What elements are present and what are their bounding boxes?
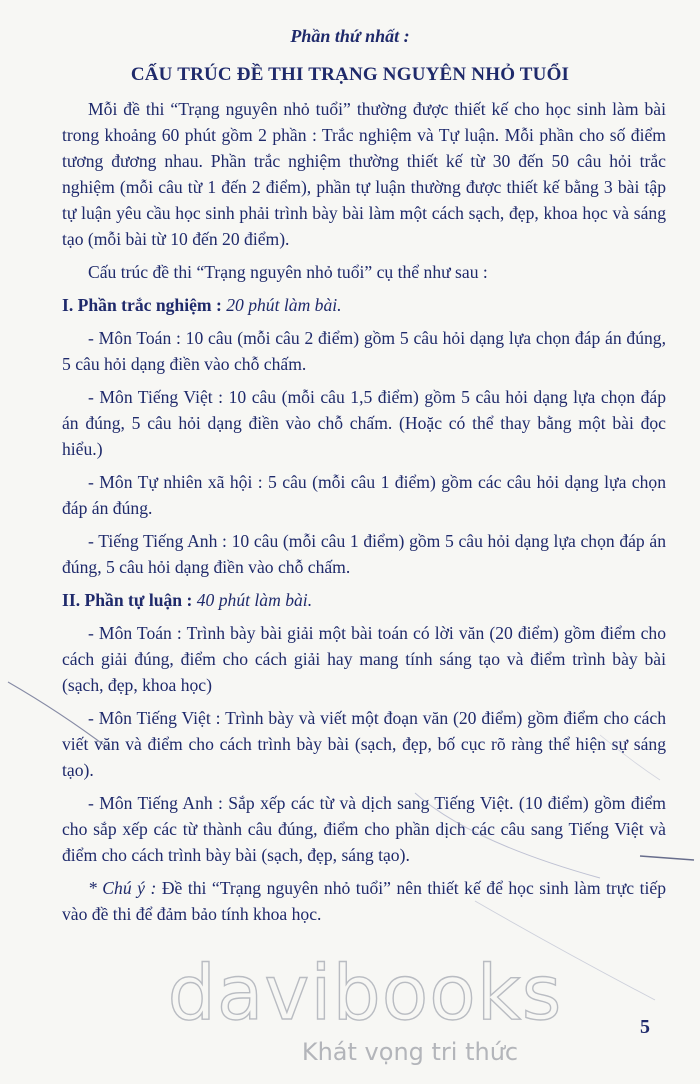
section2-item-vietnamese: - Môn Tiếng Việt : Trình bày và viết một đoạn văn (20 điểm) gồm điểm cho cách viết văn và điểm cho cách trình bày bài (sạch, đẹp, bố cục rõ ràng thể hiện sự sáng tạo). (62, 708, 666, 780)
section1-item-vietnamese: - Môn Tiếng Việt : 10 câu (mỗi câu 1,5 điểm) gồm 5 câu hỏi dạng lựa chọn đáp án đúng, 5 câu hỏi dạng điền vào chỗ chấm. (Hoặc có thể thay bằng một bài đọc hiểu.) (62, 387, 666, 459)
watermark-logo: davibooks (167, 948, 563, 1037)
section2-item-english: - Môn Tiếng Anh : Sắp xếp các từ và dịch sang Tiếng Việt. (10 điểm) gồm điểm cho sắp xếp các từ thành câu đúng, điểm cho phần dịch các câu sang Tiếng Việt và điểm cho cách trình bày bài (sạch, đẹp, sáng tạo). (62, 793, 666, 865)
page-title: CẤU TRÚC ĐỀ THI TRẠNG NGUYÊN NHỎ TUỔI (130, 64, 570, 85)
section1-time: 20 phút làm bài. (226, 295, 342, 315)
watermark-tagline: Khát vọng tri thức (301, 1038, 519, 1066)
section2-title: II. Phần tự luận : (62, 590, 193, 610)
part-label: Phần thứ nhất : (290, 26, 410, 46)
section1-heading (62, 292, 666, 318)
section1-item-english: - Tiếng Tiếng Anh : 10 câu (mỗi câu 1 điểm) gồm 5 câu hỏi dạng lựa chọn đáp án đúng, 5 câu hỏi dạng điền vào chỗ chấm. (62, 531, 666, 577)
structure-intro: Cấu trúc đề thi “Trạng nguyên nhỏ tuổi” cụ thể như sau : (88, 262, 488, 282)
intro-paragraph: Mỗi đề thi “Trạng nguyên nhỏ tuổi” thường được thiết kế cho học sinh làm bài trong khoảng 60 phút gồm 2 phần : Trắc nghiệm và Tự luận. Mỗi phần cho số điểm tương đương nhau. Phần trắc nghiệm thường thiết kế từ 30 đến 50 câu hỏi trắc nghiệm (mỗi câu từ 1 đến 2 điểm), phần tự luận thường được thiết kế bằng 3 bài tập tự luận yêu cầu học sinh phải trình bày bài làm một cách sạch, đẹp, khoa học và sáng tạo (mỗi bài từ 10 đến 20 điểm). (62, 99, 666, 249)
section1-item-nature-society: - Môn Tự nhiên xã hội : 5 câu (mỗi câu 1 điểm) gồm các câu hỏi dạng lựa chọn đáp án đúng. (62, 472, 666, 518)
note-lead: * Chú ý : (88, 878, 157, 898)
section1-item-math: - Môn Toán : 10 câu (mỗi câu 2 điểm) gồm 5 câu hỏi dạng lựa chọn đáp án đúng, 5 câu hỏi dạng điền vào chỗ chấm. (62, 328, 666, 374)
section2-heading (62, 587, 666, 613)
page-number: 5 (640, 1016, 650, 1038)
section2-item-math: - Môn Toán : Trình bày bài giải một bài toán có lời văn (20 điểm) gồm điểm cho cách giải đúng, điểm cho cách giải hay mang tính sáng tạo và điểm trình bày bài (sạch, đẹp, khoa học) (62, 623, 666, 695)
note-text: Đề thi “Trạng nguyên nhỏ tuổi” nên thiết kế để học sinh làm trực tiếp vào đề thi để đảm bảo tính khoa học. (62, 878, 666, 924)
note-paragraph (62, 875, 666, 927)
body-text (62, 96, 666, 934)
section1-title: I. Phần trắc nghiệm : (62, 295, 222, 315)
section2-time: 40 phút làm bài. (196, 590, 313, 610)
